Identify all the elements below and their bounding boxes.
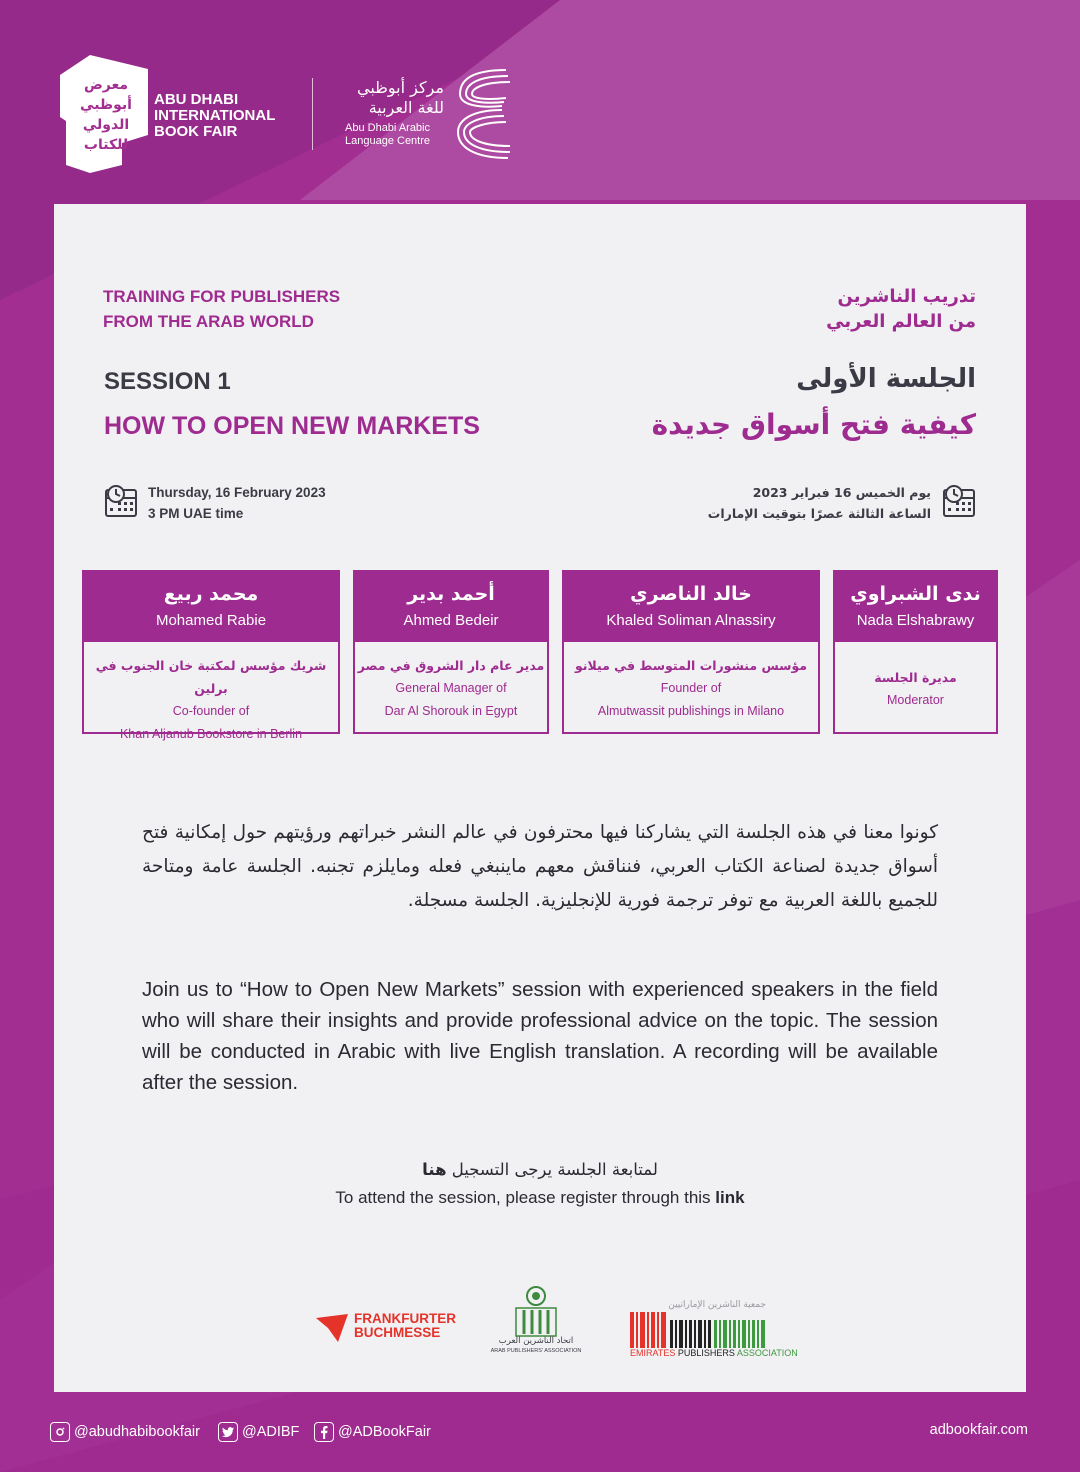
session-date-en bbox=[148, 482, 326, 524]
speaker-role bbox=[564, 642, 818, 723]
svg-text:للكتاب: للكتاب bbox=[83, 137, 129, 153]
speaker-name-en: Ahmed Bedeir bbox=[403, 612, 499, 629]
instagram-icon bbox=[50, 1422, 70, 1442]
book-fair-logo-icon bbox=[60, 55, 150, 173]
speaker-role-en-2: Khan Aljanub Bookstore in Berlin bbox=[119, 727, 303, 741]
language-centre-logo-icon bbox=[452, 66, 514, 162]
training-title-en-line-2: FROM THE ARAB WORLD bbox=[103, 312, 314, 331]
description-en: Join us to “How to Open New Markets” session with experienced speakers in the field who will share their insights and provide professional advice on the topic. The session will be conducted in Arabic with live English translation. A recording will be available after the session. bbox=[142, 978, 938, 1094]
logo-divider bbox=[312, 78, 313, 150]
speaker-name-ar: خالد الناصري bbox=[630, 583, 752, 605]
emirates-publishers-en-1: EMIRATES bbox=[630, 1348, 676, 1358]
session-title-ar: كيفية فتح أسواق جديدة bbox=[651, 408, 976, 441]
book-fair-line-1: ABU DHABI bbox=[154, 91, 239, 108]
facebook-link[interactable] bbox=[314, 1422, 431, 1442]
session-date-en-day: Thursday, 16 February 2023 bbox=[148, 485, 326, 500]
speaker-role-en-2: Almutwassit publishings in Milano bbox=[597, 704, 785, 718]
book-fair-line-2: INTERNATIONAL bbox=[154, 107, 276, 124]
session-date-ar bbox=[708, 482, 931, 524]
speaker-header bbox=[835, 572, 996, 642]
speaker-header bbox=[84, 572, 338, 642]
instagram-handle: @abudhabibookfair bbox=[74, 1424, 200, 1440]
speaker-role-ar: مديرة الجلسة bbox=[874, 670, 957, 685]
speaker-role bbox=[835, 642, 996, 712]
speaker-name-en: Mohamed Rabie bbox=[155, 612, 267, 629]
speaker-header bbox=[564, 572, 818, 642]
facebook-icon bbox=[314, 1422, 334, 1442]
speaker-name-en: Nada Elshabrawy bbox=[856, 612, 975, 629]
register-en bbox=[54, 1188, 1026, 1208]
website-url: adbookfair.com bbox=[929, 1422, 1028, 1438]
book-fair-logo-text bbox=[154, 92, 275, 140]
twitter-handle: @ADIBF bbox=[242, 1424, 300, 1440]
svg-text:أبوظبي: أبوظبي bbox=[80, 97, 132, 113]
session-date-ar-time: الساعة الثالثة عصرًا بتوقيت الإمارات bbox=[707, 506, 931, 521]
emirates-publishers-barcode-icon bbox=[630, 1312, 766, 1348]
register-ar-text: لمتابعة الجلسة يرجى التسجيل bbox=[446, 1160, 658, 1179]
session-label-en: SESSION 1 bbox=[104, 368, 231, 395]
arab-publishers-ar: اتحاد الناشرين العرب bbox=[498, 1336, 574, 1346]
session-title-en: HOW TO OPEN NEW MARKETS bbox=[104, 412, 480, 440]
language-centre-ar bbox=[340, 78, 444, 118]
calendar-clock-icon bbox=[942, 484, 976, 518]
svg-text:معرض: معرض bbox=[83, 77, 129, 93]
twitter-link[interactable] bbox=[218, 1422, 299, 1442]
frankfurter-line-2: BUCHMESSE bbox=[354, 1325, 441, 1340]
instagram-link[interactable] bbox=[50, 1422, 200, 1442]
emirates-publishers-en-3: ASSOCIATION bbox=[736, 1348, 798, 1358]
frankfurter-line-1: FRANKFURTER bbox=[354, 1311, 456, 1326]
speaker-role-ar: مؤسس منشورات المتوسط في ميلانو bbox=[574, 658, 808, 673]
training-title-ar-line-2: من العالم العربي bbox=[826, 311, 976, 332]
session-date-ar-day: يوم الخميس 16 فبراير 2023 bbox=[752, 485, 931, 500]
speaker-card bbox=[82, 570, 340, 741]
frankfurter-logo-text bbox=[354, 1312, 456, 1340]
speaker-card bbox=[562, 570, 820, 734]
website-link[interactable] bbox=[930, 1422, 1028, 1438]
training-title-en-line-1: TRAINING FOR PUBLISHERS bbox=[103, 287, 341, 306]
speaker-name-en: Khaled Soliman Alnassiry bbox=[606, 612, 776, 629]
language-centre-en bbox=[345, 122, 430, 148]
speaker-card bbox=[353, 570, 549, 734]
emirates-publishers-en bbox=[630, 1348, 798, 1358]
speaker-role-en-2: Dar Al Shorouk in Egypt bbox=[384, 704, 518, 718]
language-centre-en-line-2: Language Centre bbox=[345, 135, 431, 147]
speaker-name-ar: محمد ربيع bbox=[163, 583, 259, 605]
emirates-publishers-en-2: PUBLISHERS bbox=[677, 1348, 735, 1358]
arab-publishers-en: ARAB PUBLISHERS' ASSOCIATION bbox=[490, 1348, 582, 1354]
book-fair-line-3: BOOK FAIR bbox=[154, 123, 238, 140]
description-ar: كونوا معنا في هذه الجلسة التي يشاركنا فيها محترفون في عالم النشر خبراتهم ورؤيتهم حول إمكانية فتح أسواق جديدة لصناعة الكتاب العربي، فنناقش معهم ماينبغي فعله ومايلزم تجنبه. الجلسة عامة ومتاحة للجميع باللغة العربية مع توفر ترجمة فورية للإنجليزية. الجلسة مسجلة. bbox=[142, 822, 938, 911]
svg-text:الدولي: الدولي bbox=[82, 117, 130, 133]
speaker-role-ar: مدير عام دار الشروق في مصر bbox=[357, 658, 545, 673]
language-centre-en-line-1: Abu Dhabi Arabic bbox=[345, 122, 430, 134]
register-en-text: To attend the session, please register through this bbox=[335, 1188, 716, 1207]
register-ar-link[interactable]: هنا bbox=[422, 1160, 447, 1179]
twitter-icon bbox=[218, 1422, 238, 1442]
speaker-card bbox=[833, 570, 998, 734]
session-card bbox=[54, 204, 1026, 1392]
register-en-link[interactable]: link bbox=[715, 1188, 745, 1207]
speaker-name-ar: ندى الشبراوي bbox=[850, 583, 981, 605]
facebook-handle: @ADBookFair bbox=[338, 1424, 431, 1440]
speaker-role bbox=[84, 642, 338, 746]
emirates-publishers-ar: جمعية الناشرين الإماراتيين bbox=[668, 1300, 766, 1310]
footer bbox=[0, 1410, 1080, 1460]
training-title-ar-line-1: تدريب الناشرين bbox=[837, 286, 976, 307]
header bbox=[0, 0, 1080, 200]
calendar-clock-icon bbox=[104, 484, 138, 518]
speaker-role-en-1: Moderator bbox=[887, 693, 944, 707]
speaker-header bbox=[355, 572, 547, 642]
speaker-role-en-1: General Manager of bbox=[395, 681, 507, 695]
session-date-en-time: 3 PM UAE time bbox=[148, 506, 244, 521]
speaker-name-ar: أحمد بدير bbox=[407, 583, 495, 605]
frankfurter-logo-icon bbox=[316, 1314, 348, 1342]
session-label-ar: الجلسة الأولى bbox=[796, 364, 976, 394]
register-ar bbox=[54, 1160, 1026, 1179]
speaker-role-en-1: Co-founder of bbox=[172, 704, 250, 718]
language-centre-ar-line-1: مركز أبوظبي bbox=[357, 78, 444, 97]
speaker-role-en-1: Founder of bbox=[660, 681, 722, 695]
speaker-role-ar: شريك مؤسس لمكتبة خان الجنوب في برلين bbox=[95, 658, 327, 696]
training-title-en bbox=[103, 284, 340, 334]
speaker-role bbox=[355, 642, 547, 723]
language-centre-ar-line-2: للغة العربية bbox=[368, 98, 444, 117]
training-title-ar bbox=[826, 284, 976, 334]
